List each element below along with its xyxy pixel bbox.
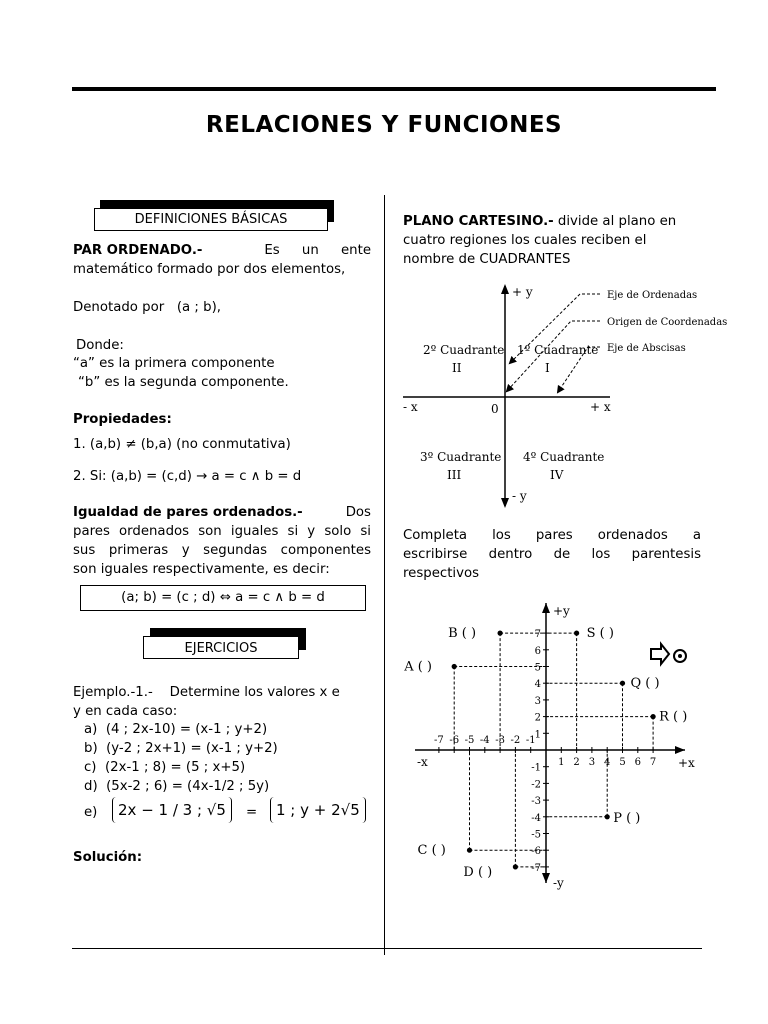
y-tick-label: 6: [534, 645, 541, 657]
q1-label: 1º Cuadrante: [517, 343, 599, 357]
y-tick-label: -1: [531, 762, 541, 774]
igualdad-line1: [73, 503, 371, 522]
y-tick-label: 5: [534, 662, 541, 674]
y-tick-label: 2: [534, 712, 541, 724]
q4-label: 4º Cuadrante: [523, 450, 605, 464]
plus-y-label: + y: [512, 285, 533, 299]
par-ordenado-paragraph: [73, 241, 371, 279]
x-tick-label: 5: [619, 757, 626, 768]
q3-label: 3º Cuadrante: [420, 450, 502, 464]
completa-line2: escribirse dentro de los parentesis: [403, 547, 701, 562]
par-ordenado-rest: Es un ente: [264, 243, 371, 258]
origen-label: Origen de Coordenadas: [607, 317, 728, 328]
minus-y-label: -y: [553, 876, 564, 890]
list-item: d) (5x-2 ; 6) = (4x-1/2 ; 5y): [84, 779, 270, 794]
propiedad-2: 2. Si: (a,b) = (c,d) → a = c ∧ b = d: [73, 469, 302, 484]
point-label: B ( ): [448, 626, 477, 642]
solucion-label: Solución:: [73, 850, 143, 865]
q3-roman: III: [447, 468, 462, 482]
point-marker: [605, 814, 610, 819]
q2-label: 2º Cuadrante: [423, 343, 505, 357]
y-tick-label: 4: [534, 679, 541, 691]
ordenadas-label: Eje de Ordenadas: [607, 290, 698, 301]
x-tick-label: 2: [573, 757, 580, 768]
ejemplo-line1: Ejemplo.-1.- Determine los valores x e: [73, 685, 340, 700]
plano-paragraph: [403, 212, 700, 269]
formula-box: (a; b) = (c ; d) ⇔ a = c ∧ b = d: [80, 585, 366, 611]
x-tick-label: -7: [434, 735, 444, 746]
point-label: P ( ): [613, 810, 641, 826]
point-label: D ( ): [463, 864, 493, 880]
plano-term: PLANO CARTESINO.-: [403, 214, 554, 229]
y-axis-arrow-up: [501, 284, 509, 294]
minus-x-label: -x: [417, 755, 428, 769]
propiedades-heading: Propiedades:: [73, 412, 172, 427]
igualdad-rest: Dos: [345, 505, 371, 520]
completa-line3: respectivos: [403, 566, 480, 581]
completa-line1: Completa los pares ordenados a: [403, 528, 701, 543]
y-tick-label: -2: [531, 779, 541, 791]
plus-x-label: +x: [678, 756, 695, 770]
x-tick-label: 3: [588, 757, 596, 768]
ejercicios-header: EJERCICIOS: [143, 636, 299, 659]
origin-label: 0: [491, 402, 499, 416]
completa-paragraph: [403, 526, 701, 583]
x-tick-label: -4: [479, 735, 490, 746]
plano-line2: cuatro regiones los cuales reciben el: [403, 233, 647, 248]
top-rule: [72, 87, 716, 91]
item-e-label: e): [84, 805, 98, 820]
plano-line3: nombre de CUADRANTES: [403, 252, 571, 267]
point-label: A ( ): [404, 659, 432, 675]
x-tick-label: -1: [525, 735, 536, 746]
y-axis-arrow-down: [501, 498, 509, 508]
list-item: b) (y-2 ; 2x+1) = (x-1 ; y+2): [84, 741, 278, 756]
x-tick-label: -6: [449, 735, 460, 746]
y-tick-label: 7: [534, 629, 541, 641]
plus-x-label: + x: [590, 400, 611, 414]
plus-y-label: +y: [553, 604, 570, 618]
q4-roman: IV: [550, 468, 564, 482]
pointer-arrow-icon: [651, 644, 686, 664]
list-item: a) (4 ; 2x-10) = (x-1 ; y+2): [84, 722, 268, 737]
y-tick-label: 3: [534, 695, 541, 707]
point-marker: [651, 714, 656, 719]
propiedad-1: 1. (a,b) ≠ (b,a) (no conmutativa): [73, 437, 291, 452]
y-tick-label: -5: [531, 829, 541, 841]
donde-label: Donde:: [76, 338, 124, 353]
bottom-rule: [72, 948, 702, 949]
y-tick-label: -7: [531, 862, 541, 874]
y-tick-label: -3: [531, 796, 541, 808]
x-tick-label: 1: [558, 757, 565, 768]
denotado-text: Denotado por (a ; b),: [73, 300, 221, 315]
x-tick-label: -5: [464, 735, 475, 746]
q2-roman: II: [452, 361, 462, 375]
cuadrantes-diagram: [395, 278, 728, 508]
minus-x-label: - x: [403, 400, 418, 414]
point-label: C ( ): [417, 843, 446, 859]
item-e-left-expression: 2x − 1 / 3 ; √5: [112, 797, 232, 823]
point-marker: [498, 631, 503, 636]
point-marker: [452, 664, 457, 669]
coordinate-plane-diagram: [395, 595, 715, 895]
x-tick-label: -3: [495, 735, 505, 746]
point-label: S ( ): [586, 626, 614, 642]
y-tick-label: -6: [531, 846, 541, 858]
column-divider: [384, 195, 385, 955]
point-label: Q ( ): [630, 676, 660, 692]
list-item: c) (2x-1 ; 8) = (5 ; x+5): [84, 760, 246, 775]
page-title: RELACIONES Y FUNCIONES: [205, 112, 563, 138]
x-axis-arrow-right: [675, 746, 685, 754]
item-e-equals: =: [246, 805, 258, 820]
y-tick-label: 1: [534, 729, 541, 741]
definiciones-header: DEFINICIONES BÁSICAS: [94, 208, 328, 231]
y-tick-label: -4: [531, 812, 541, 824]
x-tick-label: 4: [604, 757, 611, 768]
item-e-right-expression: 1 ; y + 2√5: [270, 797, 366, 823]
par-ordenado-line1: [73, 241, 371, 260]
donde-b: “b” es la segunda componente.: [78, 375, 289, 390]
igualdad-line4: son iguales respectivamente, es decir:: [73, 562, 330, 577]
ejemplo-line2: y en cada caso:: [73, 704, 178, 719]
donde-a: “a” es la primera componente: [73, 356, 275, 371]
q1-roman: I: [545, 361, 550, 375]
x-tick-label: 7: [649, 757, 657, 768]
point-marker: [574, 631, 579, 636]
point-marker: [467, 848, 472, 853]
plano-line1: PLANO CARTESINO.- divide al plano en: [403, 214, 677, 229]
y-axis-arrow-up: [542, 603, 550, 613]
minus-y-label: - y: [512, 489, 527, 503]
igualdad-line3: sus primeras y segundas componentes: [73, 543, 371, 558]
igualdad-line2: pares ordenados son iguales si y solo si: [73, 524, 371, 539]
x-tick-label: 6: [634, 757, 641, 768]
igualdad-term: Igualdad de pares ordenados.-: [73, 505, 303, 520]
par-ordenado-term: PAR ORDENADO.-: [73, 243, 203, 258]
x-tick-label: -2: [510, 735, 521, 746]
point-marker: [620, 681, 625, 686]
par-ordenado-line2: matemático formado por dos elementos,: [73, 262, 346, 277]
igualdad-paragraph: [73, 503, 371, 579]
item-list: [84, 720, 278, 796]
y-axis-arrow-down: [542, 873, 550, 883]
point-label: R ( ): [659, 709, 688, 725]
point-marker: [513, 864, 518, 869]
abscisas-label: Eje de Abscisas: [607, 343, 686, 354]
